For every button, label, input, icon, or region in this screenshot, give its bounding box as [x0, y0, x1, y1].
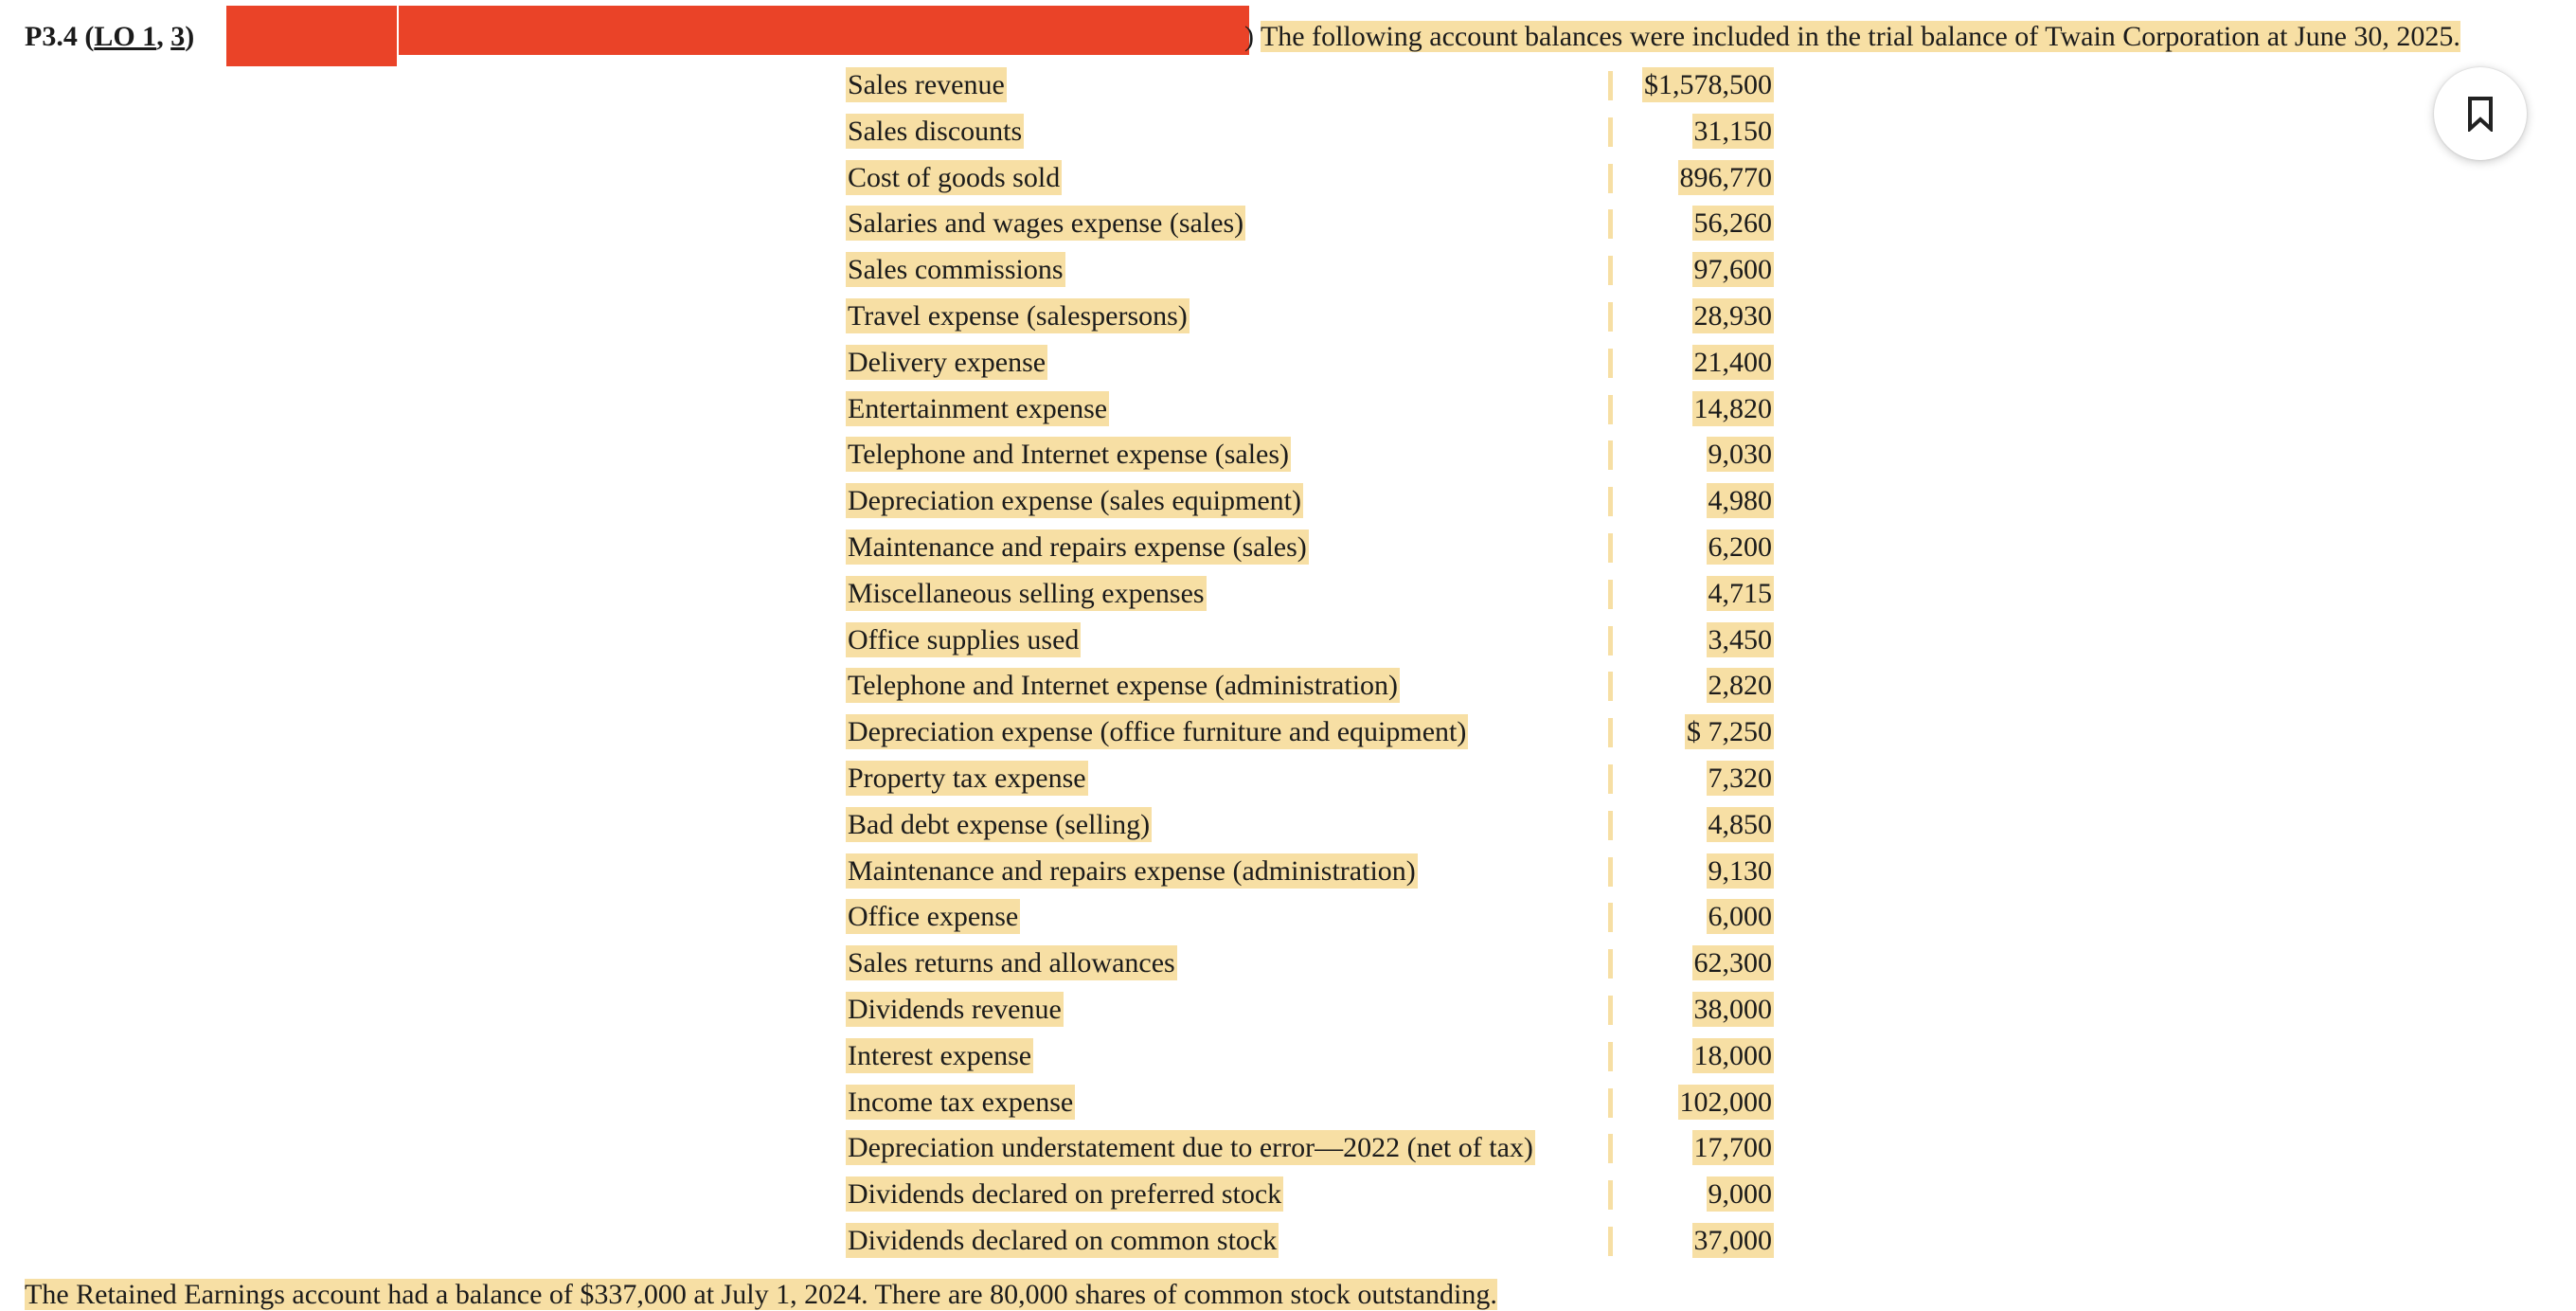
- account-amount: 9,130: [1708, 854, 1772, 887]
- column-divider: [1608, 1088, 1613, 1118]
- table-row: [846, 109, 1774, 155]
- table-row: [846, 802, 1774, 849]
- table-row: [846, 525, 1774, 571]
- table-row: [846, 618, 1774, 664]
- table-row: [846, 756, 1774, 802]
- account-balances-table: [846, 63, 1774, 1265]
- account-name: Property tax expense: [848, 762, 1086, 794]
- column-divider: [1608, 1227, 1613, 1256]
- account-name: Depreciation expense (office furniture and equipment): [848, 716, 1467, 748]
- account-name: Bad debt expense (selling): [848, 808, 1151, 840]
- account-name: Sales discounts: [848, 115, 1023, 147]
- column-divider: [1608, 302, 1613, 332]
- column-divider: [1608, 996, 1613, 1025]
- table-row: [846, 201, 1774, 247]
- column-divider: [1608, 487, 1613, 516]
- account-amount: $1,578,500: [1644, 69, 1772, 100]
- account-name: Maintenance and repairs expense (administration): [848, 854, 1416, 887]
- account-name: Sales returns and allowances: [848, 947, 1175, 979]
- column-divider: [1608, 349, 1613, 378]
- learning-objective-link[interactable]: LO 1: [94, 21, 157, 52]
- account-amount: $ 7,250: [1687, 716, 1772, 748]
- account-amount: 56,260: [1693, 207, 1772, 240]
- column-divider: [1608, 533, 1613, 563]
- account-amount: 62,300: [1693, 947, 1772, 979]
- account-amount: 6,000: [1708, 901, 1772, 933]
- account-name: Salaries and wages expense (sales): [848, 207, 1244, 240]
- redaction-block: [399, 6, 844, 55]
- table-row: [846, 1218, 1774, 1265]
- account-name: Travel expense (salespersons): [848, 299, 1188, 332]
- table-row: [846, 155, 1774, 202]
- account-amount: 17,700: [1693, 1132, 1772, 1164]
- column-divider: [1608, 1042, 1613, 1071]
- redaction-block: [844, 6, 1249, 55]
- problem-id: P3.4 (LO 1, 3): [25, 21, 195, 52]
- table-row: [846, 294, 1774, 340]
- column-divider: [1608, 256, 1613, 285]
- account-amount: 14,820: [1693, 392, 1772, 424]
- column-divider: [1608, 903, 1613, 932]
- problem-header: [25, 11, 2544, 63]
- account-amount: 7,320: [1708, 762, 1772, 794]
- table-row: [846, 63, 1774, 109]
- table-row: [846, 1033, 1774, 1080]
- table-row: [846, 247, 1774, 294]
- account-name: Telephone and Internet expense (sales): [848, 439, 1290, 471]
- account-name: Miscellaneous selling expenses: [848, 577, 1205, 609]
- account-amount: 3,450: [1708, 623, 1772, 656]
- column-divider: [1608, 1180, 1613, 1210]
- account-amount: 9,000: [1708, 1178, 1772, 1211]
- account-name: Depreciation expense (sales equipment): [848, 485, 1301, 517]
- column-divider: [1608, 672, 1613, 701]
- account-name: Sales commissions: [848, 254, 1064, 286]
- account-amount: 18,000: [1693, 1039, 1772, 1071]
- account-amount: 896,770: [1679, 161, 1772, 193]
- account-name: Dividends revenue: [848, 993, 1062, 1025]
- table-row: [846, 663, 1774, 709]
- column-divider: [1608, 395, 1613, 424]
- account-amount: 4,980: [1708, 485, 1772, 517]
- account-name: Cost of goods sold: [848, 161, 1061, 193]
- problem-number: P3.4: [25, 21, 78, 52]
- account-name: Income tax expense: [848, 1086, 1074, 1118]
- column-divider: [1608, 164, 1613, 193]
- column-divider: [1608, 949, 1613, 979]
- table-row: [846, 432, 1774, 478]
- table-row: [846, 386, 1774, 433]
- account-name: Maintenance and repairs expense (sales): [848, 530, 1307, 563]
- account-name: Telephone and Internet expense (administration): [848, 670, 1399, 702]
- intro-text: ) The following account balances were included in the trial balance of Twain Corporation at June 30, 2025.: [1244, 21, 2460, 52]
- account-name: Sales revenue: [848, 69, 1005, 100]
- table-row: [846, 1080, 1774, 1126]
- table-row: [846, 941, 1774, 987]
- table-row: [846, 987, 1774, 1033]
- account-amount: 4,850: [1708, 808, 1772, 840]
- table-row: [846, 894, 1774, 941]
- column-divider: [1608, 626, 1613, 656]
- account-amount: 97,600: [1693, 254, 1772, 286]
- table-row: [846, 571, 1774, 618]
- column-divider: [1608, 440, 1613, 470]
- column-divider: [1608, 811, 1613, 840]
- column-divider: [1608, 718, 1613, 747]
- account-amount: 6,200: [1708, 530, 1772, 563]
- column-divider: [1608, 580, 1613, 609]
- bookmark-icon: [2466, 96, 2495, 132]
- account-name: Depreciation understatement due to error—2022 (net of tax): [848, 1132, 1533, 1164]
- account-name: Office supplies used: [848, 623, 1080, 656]
- account-name: Entertainment expense: [848, 392, 1108, 424]
- table-row: [846, 849, 1774, 895]
- redaction-block: [226, 6, 397, 66]
- account-name: Dividends declared on preferred stock: [848, 1178, 1282, 1211]
- account-amount: 31,150: [1693, 115, 1772, 147]
- column-divider: [1608, 209, 1613, 239]
- account-name: Interest expense: [848, 1039, 1032, 1071]
- column-divider: [1608, 1134, 1613, 1163]
- column-divider: [1608, 857, 1613, 887]
- account-amount: 2,820: [1708, 670, 1772, 702]
- account-amount: 28,930: [1693, 299, 1772, 332]
- retained-earnings-note: The Retained Earnings account had a balance of $337,000 at July 1, 2024. There are 80,000 shares of common stock outstanding.: [25, 1279, 1497, 1310]
- account-name: Dividends declared on common stock: [848, 1224, 1278, 1256]
- account-amount: 102,000: [1679, 1086, 1772, 1118]
- column-divider: [1608, 764, 1613, 794]
- table-row: [846, 1125, 1774, 1172]
- learning-objective-link-2[interactable]: 3: [170, 21, 186, 52]
- bookmark-button[interactable]: [2434, 67, 2527, 160]
- table-row: [846, 709, 1774, 756]
- account-name: Office expense: [848, 901, 1019, 933]
- column-divider: [1608, 117, 1613, 147]
- account-amount: 38,000: [1693, 993, 1772, 1025]
- account-name: Delivery expense: [848, 346, 1046, 378]
- table-row: [846, 1172, 1774, 1218]
- column-divider: [1608, 71, 1613, 100]
- account-amount: 37,000: [1693, 1224, 1772, 1256]
- account-amount: 4,715: [1708, 577, 1772, 609]
- table-row: [846, 478, 1774, 525]
- account-amount: 9,030: [1708, 439, 1772, 471]
- table-row: [846, 340, 1774, 386]
- account-amount: 21,400: [1693, 346, 1772, 378]
